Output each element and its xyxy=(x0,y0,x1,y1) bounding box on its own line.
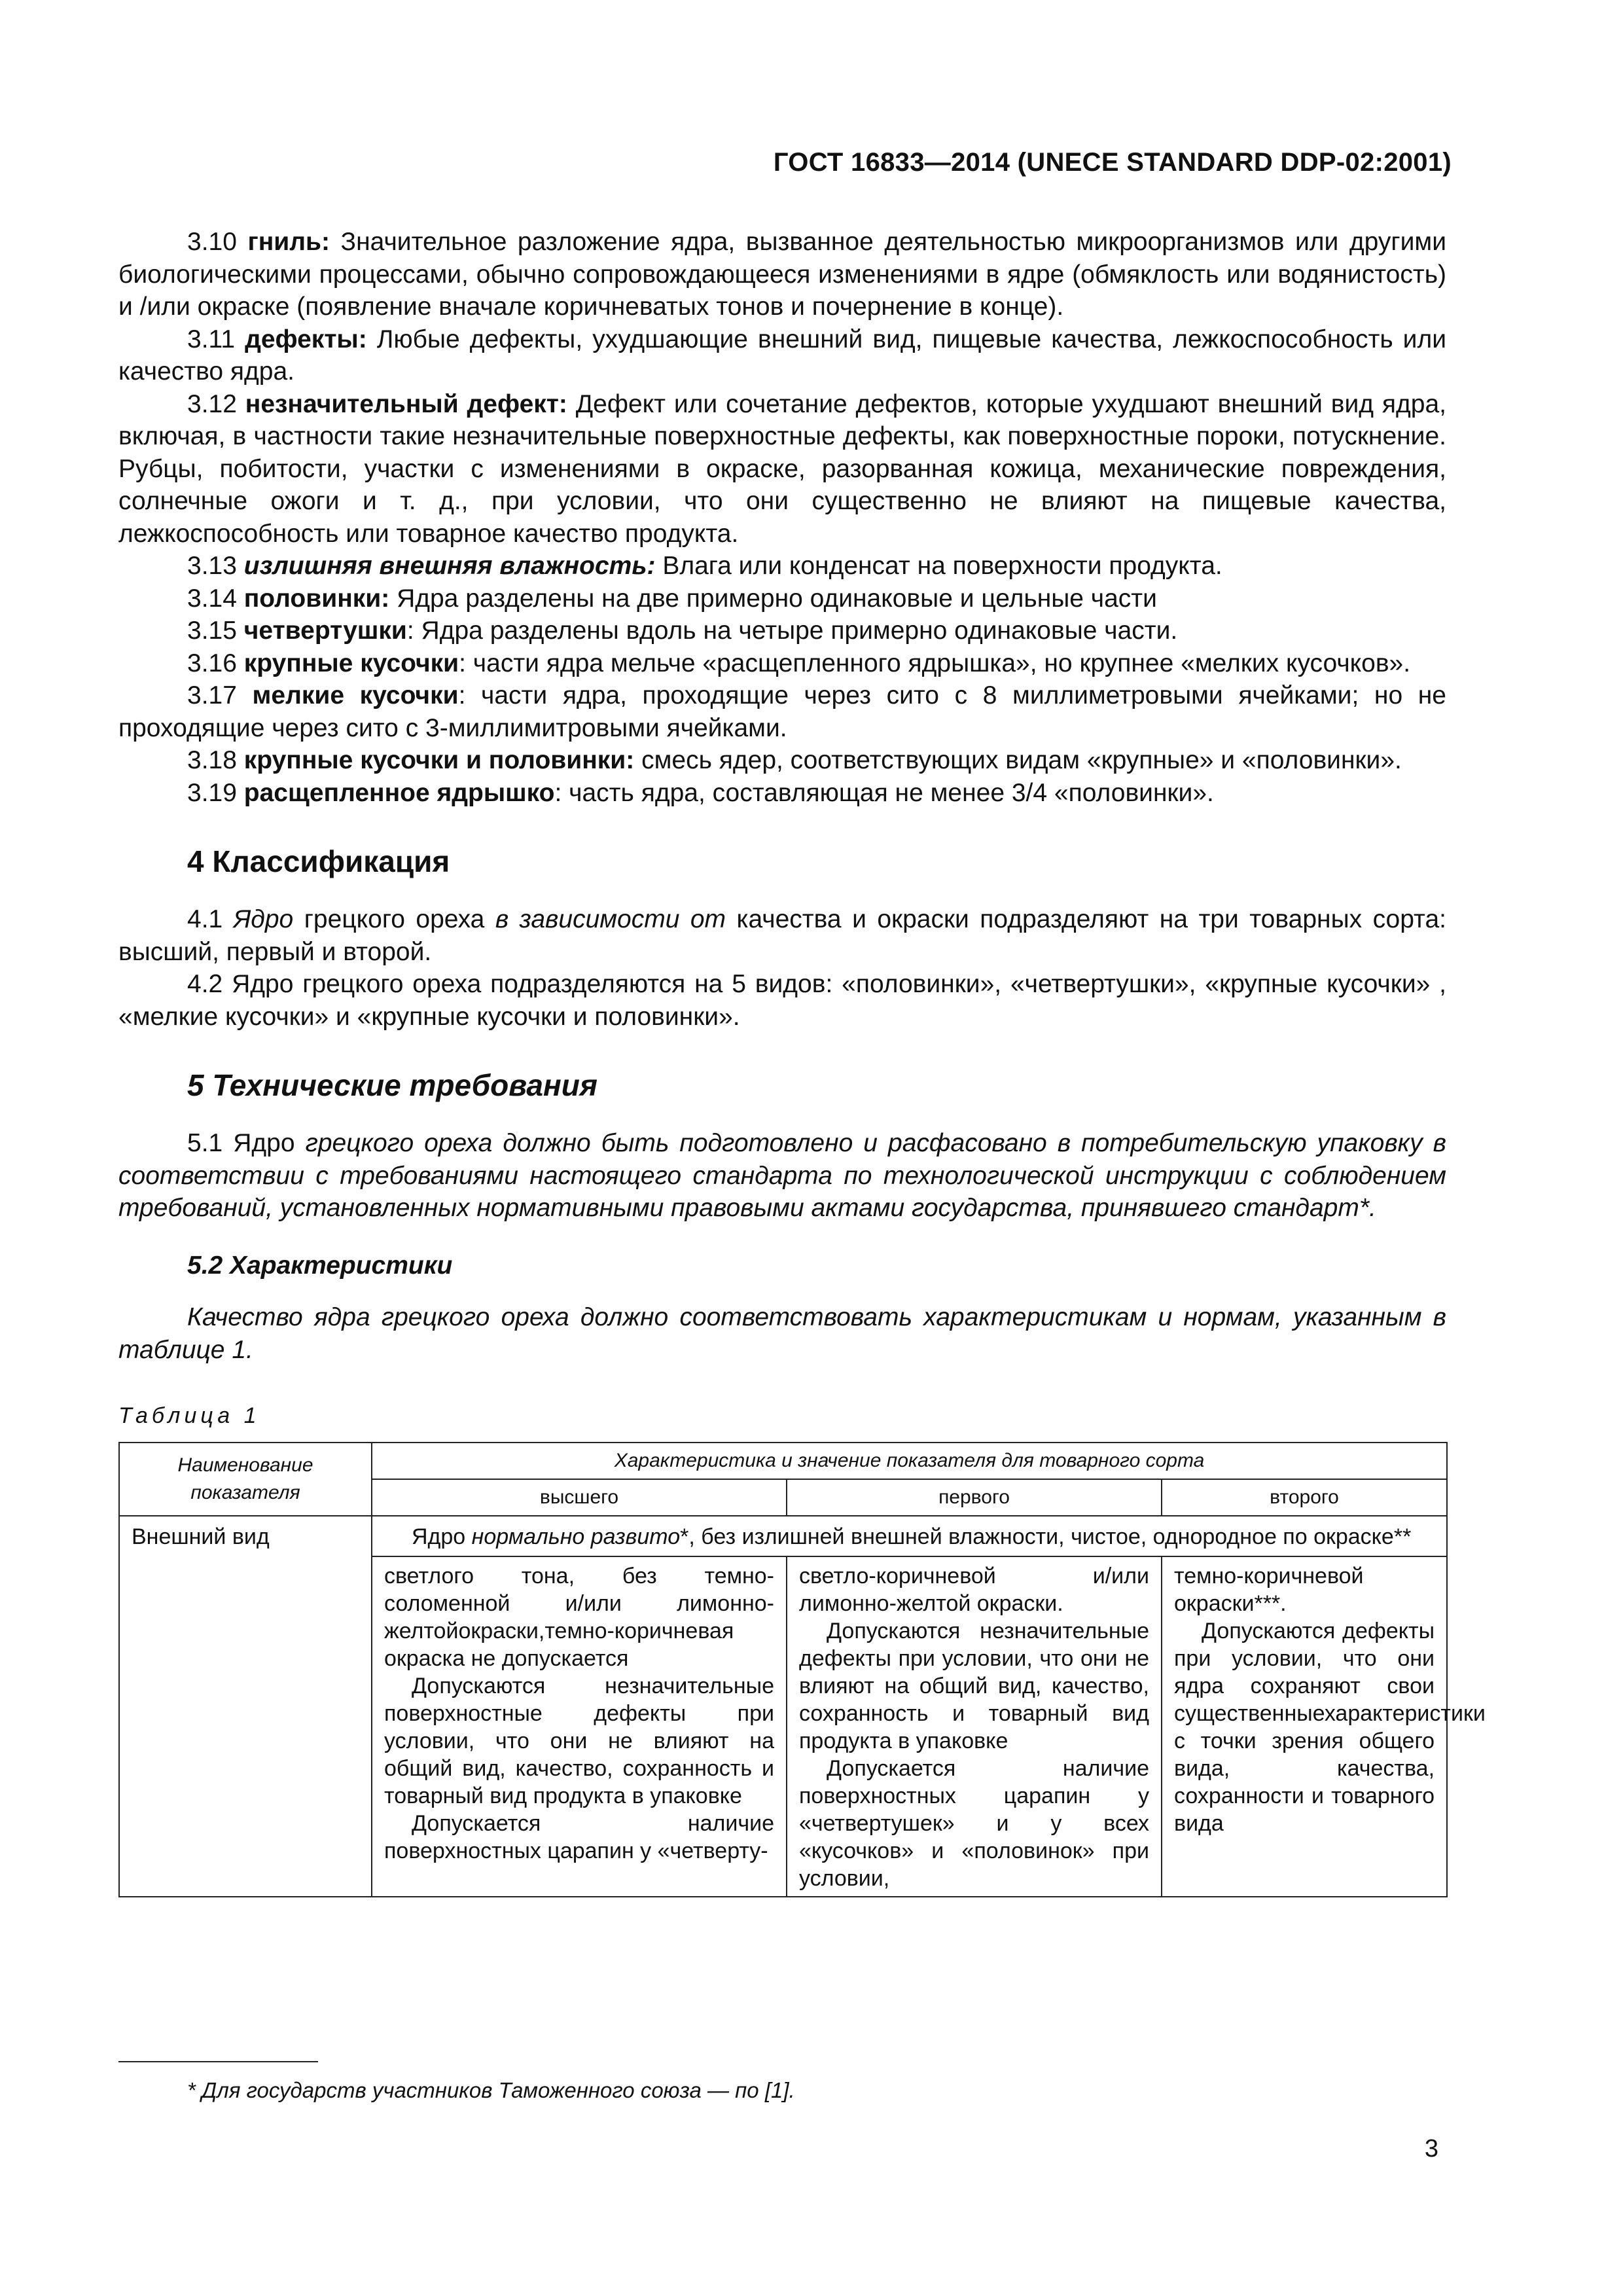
section-5-1-paragraph: 5.1 Ядро грецкого ореха должно быть подготовлено и расфасовано в потребительскую упаковку в соответствии с требованиями настоящего стандарта по технологической инструкции с соблюдением требований, установленных нормативными правовыми актами государства, принявшего стандарт*. xyxy=(118,1129,1447,1222)
definition-term: крупные кусочки xyxy=(243,649,459,677)
definition-term: излишняя внешняя влажность: xyxy=(243,552,656,580)
table-caption: Таблица 1 xyxy=(118,1403,260,1428)
definition-3-17: 3.17 мелкие кусочки: части ядра, проходящие через сито с 8 миллиметровыми ячейками; но не проходящие через сито с 3-миллимитровыми ячейками. xyxy=(118,681,1446,742)
common-requirement-cell: Ядро нормально развито*, без излишней внешней влажности, чистое, однородное по окраске** xyxy=(372,1516,1447,1556)
definition-term: расщепленное ядрышко xyxy=(243,778,555,807)
column-header-group: Характеристика и значение показателя для товарного сорта xyxy=(372,1443,1447,1479)
definition-3-11: 3.11 дефекты: Любые дефекты, ухудшающие внешний вид, пищевые качества, лежкоспособность или качество ядра. xyxy=(118,325,1446,386)
grade-highest-cell: светлого тона, без темно-соломенной и/или лимонно-желтойокраски,темно-коричневая окраска не допускается Допускаются незначительные поверхностные дефекты при условии, что они не влияют на общий вид, качество, сохранность и товарный вид продукта в упаковке Допускается наличие поверхностных царапин у «четверту- xyxy=(372,1556,787,1897)
footnote: * Для государств участников Таможенного союза — по [1]. xyxy=(187,2078,795,2102)
grade-header-second: второго xyxy=(1162,1479,1447,1516)
definitions-list xyxy=(118,226,1446,809)
definition-term: дефекты: xyxy=(245,325,367,353)
definition-3-16: 3.16 крупные кусочки: части ядра мельче «расщепленного ядрышка», но крупнее «мелких кусочков». xyxy=(187,649,1411,677)
grade-first-cell: светло-коричневой и/или лимонно-желтой окраски. Допускаются незначительные дефекты при условии, что они не влияют на общий вид, качество, сохранность и товарный вид продукта в упаковке Допускается наличие поверхностных царапин у «четвертушек» и у всех «кусочков» и «половинок» при условии, xyxy=(787,1556,1162,1897)
row-label-appearance: Внешний вид xyxy=(119,1516,372,1897)
section-5-2-heading: 5.2 Характеристики xyxy=(187,1251,453,1280)
standard-header: ГОСТ 16833—2014 (UNECE STANDARD DDP-02:2001) xyxy=(773,148,1452,177)
definition-term: незначительный дефект: xyxy=(245,389,567,418)
section-4-1-paragraph: 4.1 Ядро грецкого ореха в зависимости от качества и окраски подразделяют на три товарных сорта: высший, первый и второй. xyxy=(118,905,1446,966)
definition-3-14: 3.14 половинки: Ядра разделены на две примерно одинаковые и цельные части xyxy=(187,584,1157,613)
definition-term: половинки: xyxy=(243,584,390,613)
definition-3-18: 3.18 крупные кусочки и половинки: смесь ядер, соответствующих видам «крупные» и «половинки». xyxy=(187,746,1402,774)
section-5-2-paragraph: Качество ядра грецкого ореха должно соответствовать характеристикам и нормам, указанным в таблице 1. xyxy=(118,1303,1446,1364)
definition-3-19: 3.19 расщепленное ядрышко: часть ядра, составляющая не менее 3/4 «половинки». xyxy=(187,778,1214,807)
characteristics-table xyxy=(118,1442,1486,1897)
page-number: 3 xyxy=(1424,2135,1438,2162)
section-4-heading: 4 Классификация xyxy=(187,844,450,878)
grade-header-first: первого xyxy=(787,1479,1162,1516)
column-header-name: Наименование показателя xyxy=(119,1443,372,1516)
content-body xyxy=(118,226,1486,1897)
definition-3-15: 3.15 четвертушки: Ядра разделены вдоль на четыре примерно одинаковые части. xyxy=(187,617,1178,645)
grade-second-cell: темно-коричневой окраски***. Допускаются дефекты при условии, что они ядра сохраняют свои существенныехарактеристики с точки зрения общего вида, качества, сохранности и товарного вида xyxy=(1162,1556,1447,1897)
definition-term: гниль: xyxy=(247,228,330,256)
footnote-separator xyxy=(118,2061,318,2062)
grade-header-highest: высшего xyxy=(372,1479,787,1516)
definition-term: мелкие кусочки xyxy=(252,681,459,709)
section-4-2-paragraph: 4.2 Ядро грецкого ореха подразделяются на 5 видов: «половинки», «четвертушки», «крупные кусочки» , «мелкие кусочки» и «крупные кусочки и половинки». xyxy=(118,970,1446,1031)
definition-3-12: 3.12 незначительный дефект: Дефект или сочетание дефектов, которые ухудшают внешний вид ядра, включая, в частности такие незначительные поверхностные дефекты, как поверхностные пороки, потускнение. Рубцы, побитости, участки с изменениями в окраске, разорванная кожица, механические повреждения, солнечные ожоги и т. д., при условии, что они существенно не влияют на пищевые качества, лежкоспособность или товарное качество продукта. xyxy=(118,389,1447,548)
definition-term: четвертушки xyxy=(243,617,407,645)
definition-3-10: 3.10 гниль: Значительное разложение ядра, вызванное деятельностью микроорганизмов или другими биологическими процессами, обычно сопровождающееся изменениями в ядре (обмяклость или водянистость) и /или окраске (появление вначале коричневатых тонов и почернение в конце). xyxy=(118,228,1446,321)
definition-term: крупные кусочки и половинки: xyxy=(243,746,635,774)
section-5-heading: 5 Технические требования xyxy=(187,1068,597,1102)
definition-3-13: 3.13 излишняя внешняя влажность: Влага или конденсат на поверхности продукта. xyxy=(187,552,1222,580)
